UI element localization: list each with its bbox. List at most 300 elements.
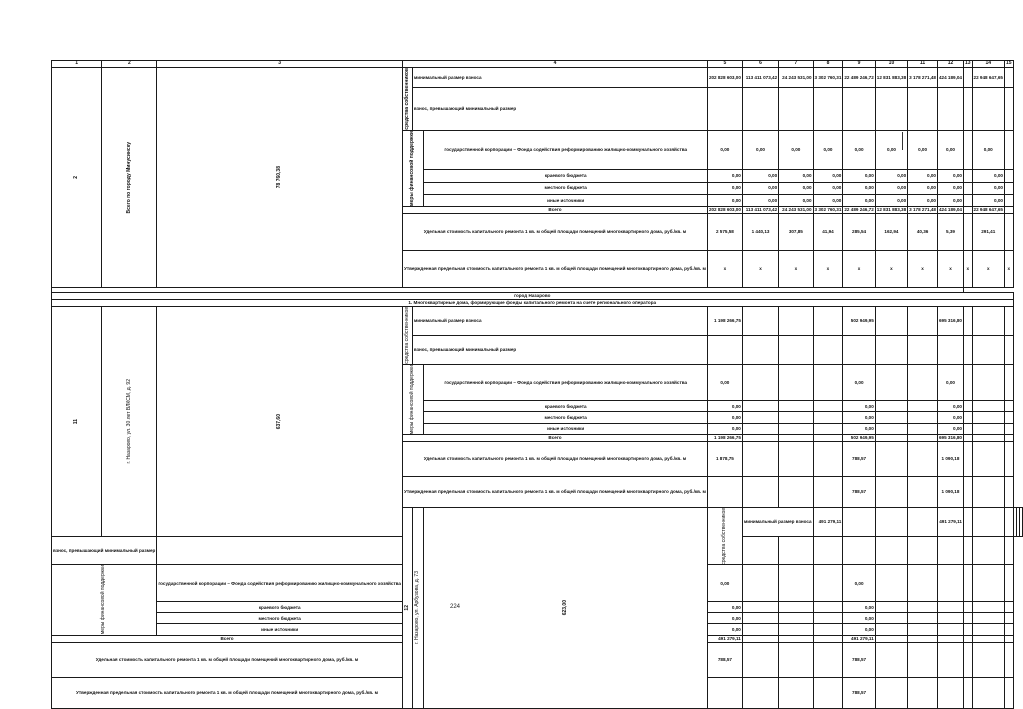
value-cell (1004, 476, 1013, 507)
value-cell: 0,00 (707, 170, 742, 182)
row-label: взнос, превышающий минимальный размер (412, 87, 707, 130)
value-cell (972, 434, 1004, 441)
value-cell (875, 441, 907, 476)
value-cell (1004, 306, 1013, 335)
value-cell (813, 434, 843, 441)
value-cell: 0,00 (742, 130, 778, 170)
value-cell (972, 635, 1004, 642)
value-cell (963, 401, 972, 412)
value-cell: 41,94 (813, 213, 843, 250)
value-cell (742, 434, 778, 441)
value-cell (843, 87, 875, 130)
value-cell (875, 613, 907, 624)
value-cell (972, 335, 1004, 364)
value-cell (742, 364, 778, 401)
value-cell (1004, 68, 1013, 88)
column-header: 7 (779, 61, 813, 68)
value-cell (813, 476, 843, 507)
value-cell (779, 401, 813, 412)
value-cell: 24 243 531,00 (779, 206, 813, 213)
value-cell (972, 412, 1004, 423)
value-cell (875, 536, 907, 565)
value-cell: 5,39 (937, 213, 963, 250)
column-header: 11 (908, 61, 938, 68)
row-label: иные источники (424, 194, 708, 206)
value-cell: 0,00 (843, 401, 875, 412)
value-cell: 491 279,11 (843, 635, 875, 642)
value-cell (779, 412, 813, 423)
x-cell: х (937, 250, 963, 287)
value-cell (908, 507, 938, 536)
value-cell: 424 189,04 (938, 207, 962, 213)
city-title: город Назарово (52, 292, 1014, 299)
value-cell (1004, 624, 1013, 635)
value-cell (908, 335, 938, 364)
value-cell: 0,00 (707, 565, 742, 602)
row-label: Удельная стоимость капитального ремонта 1 кв. м общей площади помещений многоквартирного дома, руб./кв. м (403, 213, 708, 250)
value-cell (843, 536, 875, 565)
value-cell (813, 624, 843, 635)
value-cell: 0,00 (843, 624, 875, 635)
row-section-title (52, 299, 1023, 306)
value-cell: 0,00 (972, 182, 1004, 194)
value-cell: 307,85 (779, 213, 813, 250)
value-cell (1004, 335, 1013, 364)
value-cell (972, 642, 1004, 677)
column-header: 12 (937, 61, 963, 68)
value-cell (875, 507, 907, 536)
value-cell (963, 182, 972, 194)
value-cell (963, 434, 972, 441)
value-cell: 0,00 (937, 412, 963, 423)
support-measures-group (403, 130, 424, 206)
value-cell (779, 423, 813, 434)
value-cell: 0,00 (908, 130, 938, 170)
value-cell: 1 198 266,75 (707, 306, 742, 335)
value-cell: 502 949,95 (843, 306, 875, 335)
value-cell (813, 335, 843, 364)
value-cell: 0,00 (908, 182, 938, 194)
value-cell: 12 831 883,38 (876, 207, 907, 213)
value-cell (937, 624, 963, 635)
value-cell (908, 642, 938, 677)
value-cell (963, 206, 972, 213)
row-label: местного бюджета (157, 613, 403, 624)
value-cell (779, 434, 813, 441)
row-label: Удельная стоимость капитального ремонта 1 кв. м общей площади помещений многоквартирного дома, руб./кв. м (52, 642, 403, 677)
value-cell: 0,00 (707, 412, 742, 423)
value-cell (937, 335, 963, 364)
value-cell (937, 613, 963, 624)
value-cell (1004, 194, 1013, 206)
value-cell (707, 87, 742, 130)
value-cell: 0,00 (813, 194, 843, 206)
value-cell: 1 090,18 (937, 476, 963, 507)
value-cell (963, 613, 972, 624)
value-cell (875, 565, 907, 602)
value-cell (908, 364, 938, 401)
value-cell (1004, 364, 1013, 401)
x-cell: х (742, 250, 778, 287)
value-cell (779, 335, 813, 364)
column-header: 13 (964, 60, 971, 67)
value-cell: 0,00 (908, 194, 938, 206)
value-cell (908, 412, 938, 423)
value-cell: 491 279,11 (937, 507, 963, 536)
value-cell: 0,00 (875, 194, 907, 206)
value-cell: 3 178 271,48 (908, 68, 938, 88)
value-cell (875, 642, 907, 677)
value-cell (742, 87, 778, 130)
value-cell: 24 243 531,00 (779, 68, 813, 88)
row-label: краевого бюджета (157, 602, 403, 613)
value-cell (707, 335, 742, 364)
value-cell (813, 602, 843, 613)
value-cell (742, 401, 778, 412)
value-cell: 788,57 (707, 642, 742, 677)
value-cell (908, 401, 938, 412)
row-label: государственной корпорации – Фонда содействия реформированию жилищно-коммунального хозяйства (424, 130, 708, 170)
value-cell (875, 364, 907, 401)
row-label: государственной корпорации – Фонда содействия реформированию жилищно-коммунального хозяйства (157, 565, 403, 602)
row-label: минимальный размер взноса (412, 306, 707, 335)
header-row (52, 61, 1023, 68)
value-cell (779, 306, 813, 335)
value-cell (908, 423, 938, 434)
x-cell: х (875, 250, 907, 287)
value-cell (707, 476, 742, 507)
value-cell (963, 635, 972, 642)
value-cell (963, 441, 972, 476)
value-cell (875, 401, 907, 412)
value-cell (813, 87, 843, 130)
value-cell (963, 68, 972, 88)
value-cell (908, 306, 938, 335)
value-cell: 0,00 (843, 364, 875, 401)
value-cell (937, 602, 963, 613)
value-cell (972, 476, 1004, 507)
capital-repair-table-sheet (51, 60, 1023, 709)
value-cell (742, 613, 778, 624)
value-cell: 491 279,11 (707, 635, 742, 642)
value-cell (963, 536, 972, 565)
value-cell: 0,00 (843, 182, 875, 194)
value-cell (963, 170, 972, 182)
row-label: взнос, превышающий минимальный размер (52, 536, 157, 565)
row-label: Удельная стоимость капитального ремонта 1 кв. м общей площади помещений многоквартирного дома, руб./кв. м (403, 441, 708, 476)
row-label: взнос, превышающий минимальный размер (412, 335, 707, 364)
x-cell: х (1004, 250, 1013, 287)
house-area: 623,00 (561, 600, 568, 616)
value-cell (1004, 613, 1013, 624)
value-cell (972, 602, 1004, 613)
value-cell (972, 536, 1004, 565)
value-cell (963, 423, 972, 434)
value-cell: 0,00 (742, 182, 778, 194)
value-cell (1004, 412, 1013, 423)
value-cell: 0,00 (937, 423, 963, 434)
value-cell (972, 613, 1004, 624)
column-header: 15 (1005, 60, 1012, 67)
value-cell (742, 423, 778, 434)
value-cell: 0,00 (937, 170, 963, 182)
value-cell (779, 613, 813, 624)
value-cell (779, 87, 813, 130)
support-measures-group (52, 565, 157, 635)
column-header: 8 (813, 61, 843, 68)
value-cell (1004, 182, 1013, 194)
value-cell (937, 677, 963, 708)
house-area-cell (157, 68, 403, 288)
value-cell: 0,00 (972, 194, 1004, 206)
value-cell (875, 335, 907, 364)
value-cell (963, 130, 972, 170)
value-cell (908, 476, 938, 507)
owner-funds-label: средства собственников (403, 306, 410, 364)
x-cell: х (908, 250, 938, 287)
x-cell: х (843, 250, 875, 287)
value-cell (972, 507, 1004, 536)
value-cell (813, 364, 843, 401)
house-area: 78 760,38 (275, 166, 282, 189)
column-header: 9 (843, 61, 875, 68)
value-cell: 0,00 (707, 624, 742, 635)
row-city-title (52, 292, 1023, 299)
value-cell: 22 948 647,65 (973, 207, 1003, 213)
value-cell: 3 302 760,31 (813, 68, 843, 88)
value-cell (875, 476, 907, 507)
value-cell (1004, 170, 1013, 182)
value-cell: 0,00 (843, 613, 875, 624)
row-label: краевого бюджета (424, 170, 708, 182)
house-number-cell (52, 68, 102, 288)
value-cell: 2 575,58 (707, 213, 742, 250)
value-cell (1004, 677, 1013, 708)
value-cell: 22 489 246,72 (844, 207, 874, 213)
value-cell: 291,41 (972, 213, 1004, 250)
column-header: 1 (52, 61, 102, 68)
column-header: 6 (742, 61, 778, 68)
value-cell: 0,00 (972, 130, 1004, 170)
row-label: Утвержденная предельная стоимость капитального ремонта 1 кв. м общей площади помещений многоквартирного дома, руб./кв. м (403, 250, 708, 287)
value-cell: 0,00 (843, 602, 875, 613)
value-cell: 0,00 (937, 130, 963, 170)
value-cell (779, 642, 813, 677)
value-cell (742, 565, 778, 602)
value-cell (813, 565, 843, 602)
value-cell: 3 178 271,48 (909, 207, 936, 213)
owner-funds-group (403, 68, 413, 131)
page-number: 224 (449, 604, 460, 610)
value-cell (813, 642, 843, 677)
value-cell (1004, 565, 1013, 602)
value-cell: 0,00 (742, 194, 778, 206)
house-address-cell (102, 68, 157, 288)
x-cell: х (707, 250, 742, 287)
value-cell (908, 602, 938, 613)
value-cell: 0,00 (908, 170, 938, 182)
value-cell (972, 565, 1004, 602)
value-cell: 0,00 (707, 401, 742, 412)
value-cell: 0,00 (707, 182, 742, 194)
x-cell: х (813, 250, 843, 287)
value-cell (972, 677, 1004, 708)
capital-repair-table (51, 60, 1023, 709)
value-cell: 1 440,13 (742, 213, 778, 250)
value-cell (963, 194, 972, 206)
value-cell: 788,57 (843, 677, 875, 708)
value-cell (963, 412, 972, 423)
value-cell: 22 489 246,72 (843, 68, 875, 88)
row-label: Всего (52, 635, 403, 642)
row-label: Всего (403, 434, 708, 441)
value-cell: 0,00 (707, 613, 742, 624)
value-cell: 0,00 (707, 130, 742, 170)
value-cell (963, 213, 972, 250)
row-label: краевого бюджета (424, 401, 708, 412)
value-cell: 0,00 (843, 130, 875, 170)
value-cell: 0,00 (707, 364, 742, 401)
value-cell (908, 624, 938, 635)
row-label: иные источники (424, 423, 708, 434)
value-cell (1004, 441, 1013, 476)
value-cell (972, 364, 1004, 401)
value-cell (1004, 213, 1013, 250)
section-title: 1. Многоквартирные дома, формирующие фонды капитального ремонта на счете регионального оператора (52, 299, 1014, 306)
value-cell: 0,00 (779, 182, 813, 194)
row-label: местного бюджета (424, 182, 708, 194)
value-cell: 0,00 (707, 423, 742, 434)
value-cell (742, 306, 778, 335)
house-address: Всего по городу Минусинску (125, 141, 132, 214)
value-cell: 0,00 (875, 130, 907, 170)
row-label: государственной корпорации – Фонда содействия реформированию жилищно-коммунального хозяйства (424, 364, 708, 401)
support-measures-label: меры финансовой поддержки (409, 130, 416, 206)
value-cell: 491 279,11 (813, 507, 843, 536)
house-area: 637,60 (275, 413, 282, 429)
value-cell (742, 476, 778, 507)
value-cell (937, 565, 963, 602)
value-cell: 0,00 (937, 194, 963, 206)
value-cell (963, 602, 972, 613)
value-cell: 0,00 (937, 401, 963, 412)
value-cell (779, 536, 813, 565)
value-cell: 0,00 (707, 194, 742, 206)
value-cell: 0,00 (742, 170, 778, 182)
value-cell: 285,54 (843, 213, 875, 250)
value-cell (908, 677, 938, 708)
value-cell: 502 949,95 (843, 434, 875, 441)
value-cell (1004, 642, 1013, 677)
value-cell (937, 87, 963, 130)
value-cell: 0,00 (779, 194, 813, 206)
value-cell (875, 306, 907, 335)
column-header: 5 (707, 61, 742, 68)
value-cell: 1 878,75 (707, 441, 742, 476)
value-cell (937, 635, 963, 642)
value-cell (742, 642, 778, 677)
value-cell (742, 602, 778, 613)
value-cell (908, 536, 938, 565)
value-cell: 0,00 (843, 412, 875, 423)
value-cell: 695 316,80 (937, 306, 963, 335)
value-cell (742, 677, 778, 708)
value-cell (875, 624, 907, 635)
value-cell (779, 602, 813, 613)
value-cell: 202 828 603,00 (707, 68, 742, 88)
owner-funds-label: средства собственников (403, 68, 410, 130)
house-number-cell (52, 306, 102, 536)
value-cell (742, 412, 778, 423)
value-cell (742, 335, 778, 364)
value-cell (963, 565, 972, 602)
value-cell (963, 507, 972, 536)
value-cell: 0,00 (875, 182, 907, 194)
value-cell (908, 87, 938, 130)
value-cell (963, 87, 972, 130)
value-cell (937, 642, 963, 677)
value-cell (908, 441, 938, 476)
house-address: г. Назарово, ул. 30 лет ВЛКСМ, д. 92 (125, 378, 132, 464)
row-min-contribution (52, 68, 1023, 88)
value-cell (1004, 87, 1013, 130)
value-cell (1004, 434, 1013, 441)
value-cell (742, 624, 778, 635)
value-cell (1004, 423, 1013, 434)
value-cell (843, 507, 875, 536)
value-cell (875, 635, 907, 642)
value-cell: 12 831 883,38 (875, 68, 907, 88)
column-header: 3 (157, 61, 403, 68)
house-address-cell (102, 306, 157, 536)
x-cell: х (963, 250, 972, 287)
value-cell: 0,00 (707, 602, 742, 613)
value-cell: 0,00 (813, 130, 843, 170)
value-cell (972, 441, 1004, 476)
value-cell (779, 476, 813, 507)
value-cell (813, 412, 843, 423)
value-cell (1004, 130, 1013, 170)
value-cell (813, 635, 843, 642)
value-cell (1004, 401, 1013, 412)
value-cell (843, 335, 875, 364)
x-cell: х (779, 250, 813, 287)
value-cell (813, 306, 843, 335)
support-measures-group (403, 364, 424, 434)
house-number: 2 (72, 175, 79, 179)
value-cell (963, 306, 972, 335)
value-cell (1019, 507, 1022, 536)
row-min-contribution (52, 306, 1023, 335)
house-address: г. Назарово, ул. Арбузова, д. 73 (414, 571, 421, 645)
value-cell (1004, 635, 1013, 642)
value-cell: 0,00 (875, 170, 907, 182)
value-cell: 788,57 (843, 642, 875, 677)
row-label: Утвержденная предельная стоимость капитального ремонта 1 кв. м общей площади помещений многоквартирного дома, руб./кв. м (52, 677, 403, 708)
value-cell: 0,00 (843, 194, 875, 206)
house-number-cell (403, 507, 413, 708)
value-cell: 3 302 760,31 (814, 207, 842, 213)
value-cell (972, 624, 1004, 635)
value-cell (875, 434, 907, 441)
x-cell: х (972, 250, 1004, 287)
value-cell: 1 198 266,75 (707, 434, 742, 441)
value-cell (813, 536, 843, 565)
support-measures-label: меры финансовой поддержки (100, 565, 107, 635)
value-cell (1004, 206, 1013, 213)
value-cell (157, 536, 403, 565)
value-cell: 0,00 (972, 170, 1004, 182)
